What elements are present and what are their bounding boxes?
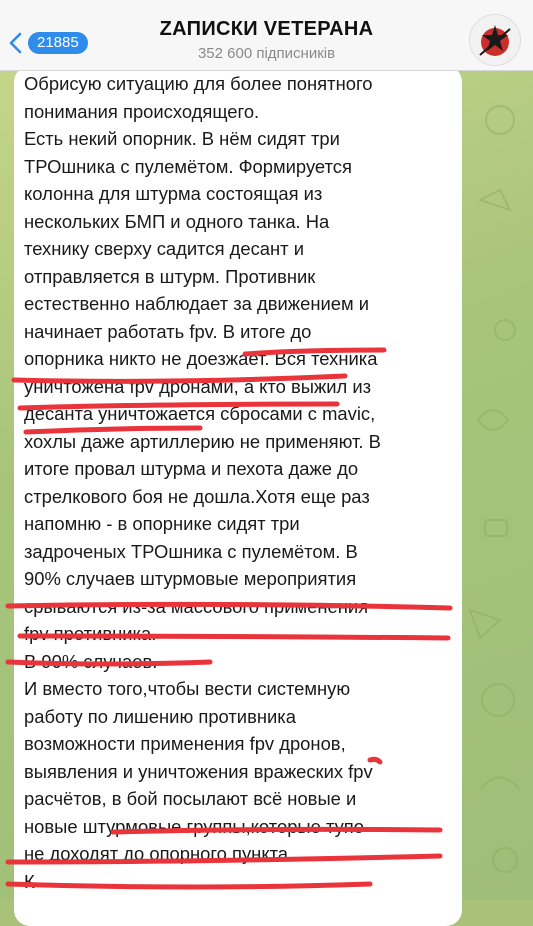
message-line: расчётов, в бой посылают всё новые и (24, 788, 357, 809)
message-line: выявления и уничтожения вражеских fpv (24, 760, 373, 782)
message-line: В 90% случаев. (24, 650, 158, 672)
message-line: новые штурмовые группы,которые тупо (24, 815, 364, 837)
message-line: задроченых ТРОшника с пулемётом. В (24, 540, 358, 562)
message-line: не доходят до опорного пункта. (24, 843, 294, 864)
message-line: напомню - в опорнике сидят три (24, 513, 300, 534)
message-line: начинает работать fpv. В итоге до (24, 320, 312, 342)
message-line: хохлы даже артиллерию не применяют. В (24, 430, 381, 452)
unread-count-badge: 21885 (28, 32, 88, 54)
message-line: колонна для штурма состоящая из (24, 183, 323, 204)
chat-header (0, 0, 533, 71)
message-line: итоге провал штурма и пехота даже до (24, 458, 359, 479)
message-line: возможности применения fpv дронов, (24, 733, 346, 754)
message-line: fpv противника. (24, 623, 157, 644)
message-line: срываются из-за массового применения (24, 595, 369, 617)
message-line: понимания происходящего. (24, 100, 260, 122)
message-line: 90% случаев штурмовые мероприятия (24, 568, 357, 589)
message-line: естественно наблюдает за движением и (24, 293, 370, 314)
message-line: стрелкового боя не дошла.Хотя еще раз (24, 485, 370, 507)
message-line: отправляется в штурм. Противник (24, 265, 316, 287)
channel-title: ZАПИСКИ VЕТЕРАНА (159, 18, 374, 40)
message-line: работу по лишению противника (24, 705, 296, 727)
message-text (24, 70, 464, 895)
subscriber-count: 352 600 підписників (197, 45, 336, 62)
message-line: Есть некий опорник. В нём сидят три (24, 128, 340, 149)
message-line: опорника никто не доезжает. Вся техника (24, 348, 378, 369)
message-line: К (24, 870, 35, 892)
message-line: уничтожена fpv дронами, а кто выжил из (24, 375, 372, 397)
channel-avatar[interactable] (469, 14, 521, 66)
channel-title-block[interactable] (0, 18, 533, 62)
message-line: И вместо того,чтобы вести системную (24, 678, 351, 699)
message-line: десанта уничтожается сбросами с mavic, (24, 403, 376, 424)
message-line: нескольких БМП и одного танка. На (24, 210, 330, 232)
message-line: технику сверху садится десант и (24, 238, 304, 259)
message-line: ТРОшника с пулемётом. Формируется (24, 155, 352, 177)
avatar-image (470, 15, 520, 65)
message-line: Обрисую ситуацию для более понятного (24, 73, 373, 94)
